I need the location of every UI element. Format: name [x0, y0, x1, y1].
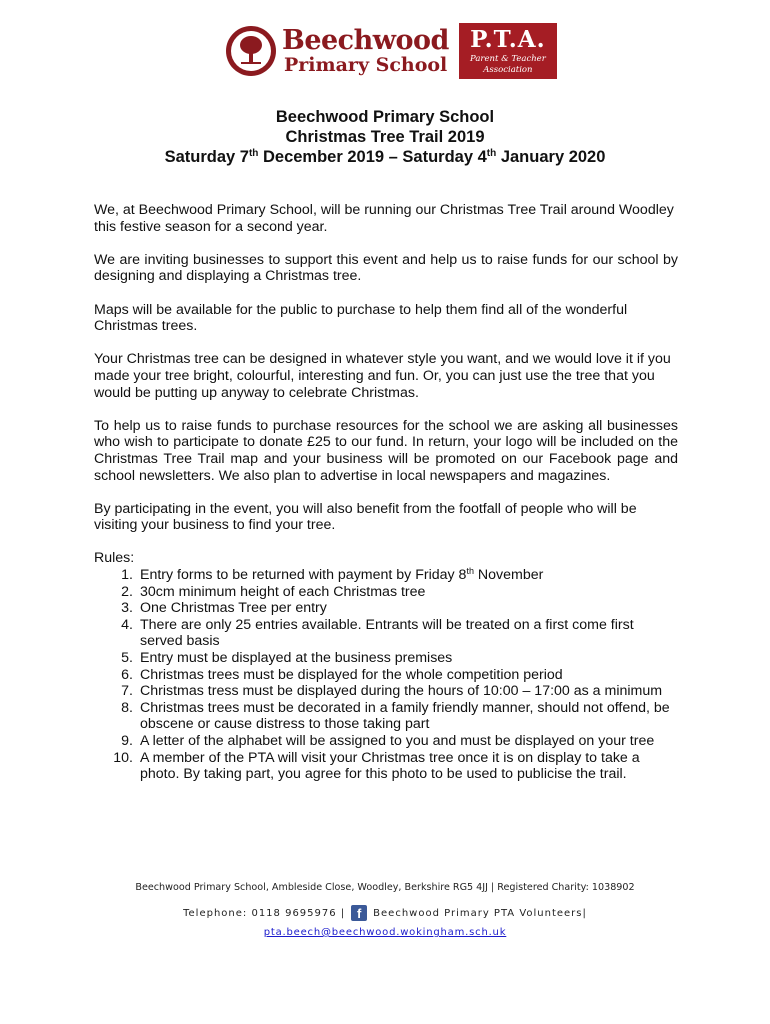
- list-item: 3. One Christmas Tree per entry: [121, 600, 327, 617]
- paragraph-invitation: We are inviting businesses to support this event and help us to raise funds for our school by designing and displaying a Christmas tree.: [94, 251, 678, 285]
- document-body: [94, 202, 678, 783]
- school-wordmark: [282, 27, 449, 75]
- email-link[interactable]: pta.beech@beechwood.wokingham.sch.uk: [263, 927, 507, 938]
- list-item: 1. Entry forms to be returned with payment by Friday 8th November: [121, 566, 544, 584]
- footer-facebook: Beechwood Primary PTA Volunteers|: [373, 907, 587, 919]
- paragraph-design: Your Christmas tree can be designed in whatever style you want, and we would love it if you made your tree bright, colourful, interesting and fun. Or, you can just use the tree that you would be putting up anyway to celebrate Christmas.: [94, 351, 671, 401]
- title-dates: Saturday 7th December 2019 – Saturday 4th January 2020: [164, 148, 606, 166]
- rules-list: [94, 567, 678, 783]
- pta-subtitle-2: Association: [483, 64, 533, 75]
- list-item: 9. A letter of the alphabet will be assigned to you and must be displayed on your tree: [121, 733, 655, 749]
- footer-address: Beechwood Primary School, Ambleside Close, Woodley, Berkshire RG5 4JJ | Registered Charity: 1038902: [135, 882, 635, 893]
- paragraph-benefit: By participating in the event, you will also benefit from the footfall of people who will be visiting your business to find your tree.: [94, 500, 637, 534]
- pta-title: P.T.A.: [470, 26, 546, 53]
- pta-logo: [459, 23, 557, 79]
- title-line1: Beechwood Primary School: [275, 108, 495, 126]
- list-item: 7. Christmas tress must be displayed during the hours of 10:00 – 17:00 as a minimum: [121, 683, 663, 700]
- list-item: 10. A member of the PTA will visit your Christmas tree once it is on display to take a photo. By taking part, you agree for this photo to be used to publicise the trail.: [113, 749, 640, 783]
- footer-telephone: Telephone: 0118 9695976 |: [183, 907, 346, 919]
- list-item: 6. Christmas trees must be displayed for the whole competition period: [121, 666, 563, 683]
- footer-contact: [0, 905, 770, 921]
- list-item: 8. Christmas trees must be decorated in a family friendly manner, should not offend, be obscene or cause distress to those taking part: [121, 699, 670, 733]
- tree-icon: [238, 35, 264, 65]
- school-crest-logo: [226, 26, 276, 76]
- footer-email: [0, 927, 770, 938]
- school-name-line1: Beechwood: [282, 25, 449, 56]
- title-line2: Christmas Tree Trail 2019: [285, 128, 485, 146]
- paragraph-maps: Maps will be available for the public to purchase to help them find all of the wonderful Christmas trees.: [94, 301, 628, 335]
- document-title: [0, 107, 770, 167]
- list-item: 2. 30cm minimum height of each Christmas tree: [121, 583, 426, 600]
- list-item: 5. Entry must be displayed at the business premises: [121, 650, 453, 667]
- list-item: 4. There are only 25 entries available. Entrants will be treated on a first come first served basis: [121, 616, 634, 650]
- paragraph-funds: To help us to raise funds to purchase resources for the school we are asking all businesses who wish to participate to donate £25 to our fund. In return, your logo will be included on the Christmas Tree Trail map and your business will be promoted on our Facebook page and school newsletters. We also plan to advertise in local newspapers and magazines.: [94, 417, 678, 484]
- paragraph-intro: We, at Beechwood Primary School, will be running our Christmas Tree Trail around Woodley this festive season for a second year.: [94, 202, 674, 235]
- school-name-line2: Primary School: [284, 54, 448, 76]
- letterhead: [226, 23, 557, 79]
- facebook-icon[interactable]: f: [351, 905, 367, 921]
- pta-subtitle-1: Parent & Teacher: [469, 54, 546, 64]
- rules-heading: Rules:: [94, 550, 135, 567]
